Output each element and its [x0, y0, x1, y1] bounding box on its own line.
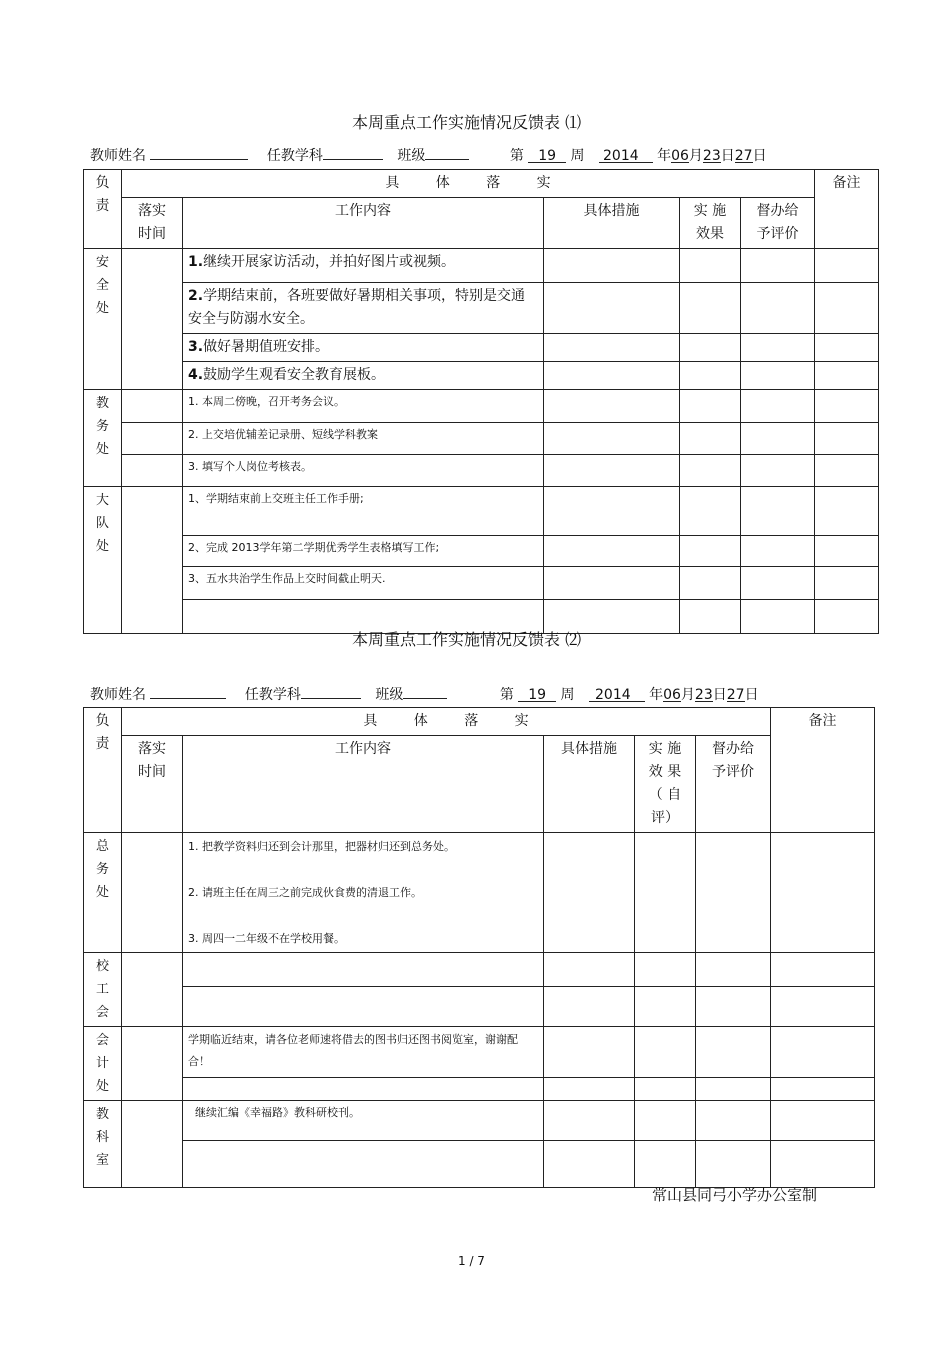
- effect-cell[interactable]: [680, 600, 741, 634]
- measures-cell[interactable]: [544, 1141, 635, 1188]
- time-cell[interactable]: [122, 833, 183, 953]
- day-to: 27: [726, 687, 745, 703]
- header-implement: 具 体 落 实: [122, 708, 771, 736]
- measures-cell[interactable]: [544, 334, 680, 362]
- measures-cell[interactable]: [544, 536, 680, 567]
- work-item: 1. 把教学资料归还到会计那里，把器材归还到总务处。 2. 请班主任在周三之前完成伙食费的清退工作。 3. 周四一二年级不在学校用餐。: [183, 833, 544, 953]
- measures-cell[interactable]: [544, 833, 635, 953]
- evaluation-cell[interactable]: [696, 953, 771, 987]
- dept-safety: 安 全 处: [84, 249, 122, 390]
- week-pre: 第: [509, 148, 524, 164]
- issuer-signature: 常山县同弓小学办公室制: [652, 1186, 818, 1204]
- dept-brigade: 大 队 处: [84, 487, 122, 634]
- work-item: 1. 本周二傍晚，召开考务会议。: [183, 390, 544, 423]
- effect-cell[interactable]: [680, 423, 741, 455]
- month-value: 06: [663, 687, 681, 703]
- header-measures: 具体措施: [544, 198, 680, 249]
- time-cell[interactable]: [122, 423, 183, 455]
- teacher-name-field[interactable]: [150, 145, 248, 160]
- form2-info-line: [90, 684, 759, 704]
- remarks-cell[interactable]: [815, 249, 879, 283]
- form1-table: [83, 169, 879, 634]
- measures-cell[interactable]: [544, 455, 680, 487]
- effect-cell[interactable]: [635, 1027, 696, 1078]
- evaluation-cell[interactable]: [741, 600, 815, 634]
- evaluation-cell[interactable]: [696, 1101, 771, 1141]
- work-item: 3.做好暑期值班安排。: [183, 334, 544, 362]
- work-item-empty[interactable]: [183, 986, 544, 1026]
- header-measures: 具体措施: [544, 736, 635, 833]
- day-to: 27: [734, 148, 753, 164]
- header-evaluation: 督办给 予评价: [741, 198, 815, 249]
- header-effect: 实 施 效果: [680, 198, 741, 249]
- evaluation-cell[interactable]: [696, 833, 771, 953]
- year-value: 2014: [589, 687, 645, 702]
- evaluation-cell[interactable]: [741, 334, 815, 362]
- effect-cell[interactable]: [680, 567, 741, 600]
- class-field[interactable]: [425, 145, 469, 160]
- form1-title: 本周重点工作实施情况反馈表 ⑴: [352, 113, 582, 132]
- evaluation-cell[interactable]: [696, 986, 771, 1026]
- remarks-cell[interactable]: [815, 600, 879, 634]
- year-label: 年: [657, 148, 672, 164]
- time-cell[interactable]: [122, 455, 183, 487]
- evaluation-cell[interactable]: [741, 283, 815, 334]
- work-item: 2、完成 2013学年第二学期优秀学生表格填写工作;: [183, 536, 544, 567]
- subject-field[interactable]: [301, 684, 361, 699]
- time-cell[interactable]: [122, 953, 183, 1027]
- work-item: 1.继续开展家访活动，并拍好图片或视频。: [183, 249, 544, 283]
- remarks-cell[interactable]: [815, 362, 879, 390]
- day-sep: 日: [720, 148, 735, 164]
- effect-cell[interactable]: [635, 1078, 696, 1101]
- work-item: 学期临近结束，请各位老师速将借去的图书归还图书阅览室，谢谢配合！: [183, 1027, 544, 1078]
- subject-field[interactable]: [323, 145, 383, 160]
- time-cell[interactable]: [122, 390, 183, 423]
- week-pre: 第: [499, 687, 514, 703]
- day-label: 日: [744, 687, 759, 703]
- measures-cell[interactable]: [544, 249, 680, 283]
- measures-cell[interactable]: [544, 362, 680, 390]
- evaluation-cell[interactable]: [741, 536, 815, 567]
- work-item: 3. 填写个人岗位考核表。: [183, 455, 544, 487]
- class-label: 班级: [375, 687, 404, 703]
- month-label: 月: [688, 148, 703, 164]
- year-value: 2014: [599, 148, 653, 163]
- evaluation-cell[interactable]: [741, 390, 815, 423]
- evaluation-cell[interactable]: [741, 362, 815, 390]
- header-implement: 具 体 落 实: [122, 170, 815, 198]
- measures-cell[interactable]: [544, 423, 680, 455]
- week-number: 19: [518, 687, 556, 702]
- work-item-empty[interactable]: [183, 1078, 544, 1101]
- remarks-cell[interactable]: [815, 455, 879, 487]
- header-responsible: 负 责: [84, 708, 122, 833]
- teacher-label: 教师姓名: [90, 687, 146, 703]
- evaluation-cell[interactable]: [696, 1078, 771, 1101]
- effect-cell[interactable]: [680, 536, 741, 567]
- measures-cell[interactable]: [544, 1027, 635, 1078]
- day-from: 23: [694, 687, 713, 703]
- work-item: 继续汇编《幸福路》教科研校刊。: [183, 1101, 544, 1141]
- remarks-cell[interactable]: [815, 423, 879, 455]
- remarks-cell[interactable]: [771, 1141, 875, 1188]
- header-remarks: 备注: [771, 708, 875, 833]
- measures-cell[interactable]: [544, 953, 635, 987]
- teacher-name-field[interactable]: [150, 684, 226, 699]
- effect-cell[interactable]: [680, 249, 741, 283]
- subject-label: 任教学科: [244, 687, 301, 703]
- remarks-cell[interactable]: [771, 953, 875, 987]
- remarks-cell[interactable]: [815, 536, 879, 567]
- form1-info-line: [90, 145, 767, 165]
- work-item-empty[interactable]: [183, 953, 544, 987]
- header-evaluation: 督办给 予评价: [696, 736, 771, 833]
- dept-union: 校 工 会: [84, 953, 122, 1027]
- measures-cell[interactable]: [544, 487, 680, 536]
- week-post: 周: [560, 687, 575, 703]
- evaluation-cell[interactable]: [741, 487, 815, 536]
- header-content: 工作内容: [183, 198, 544, 249]
- week-post: 周: [570, 148, 585, 164]
- month-label: 月: [680, 687, 695, 703]
- effect-cell[interactable]: [680, 487, 741, 536]
- work-item: 2.学期结束前，各班要做好暑期相关事项，特别是交通安全与防溺水安全。: [183, 283, 544, 334]
- work-item-empty[interactable]: [183, 1141, 544, 1188]
- evaluation-cell[interactable]: [741, 249, 815, 283]
- effect-cell[interactable]: [680, 283, 741, 334]
- effect-cell[interactable]: [680, 455, 741, 487]
- effect-cell[interactable]: [635, 1141, 696, 1188]
- measures-cell[interactable]: [544, 1078, 635, 1101]
- month-value: 06: [671, 148, 689, 164]
- week-number: 19: [528, 148, 566, 163]
- evaluation-cell[interactable]: [741, 567, 815, 600]
- time-cell[interactable]: [122, 1027, 183, 1101]
- day-from: 23: [702, 148, 721, 164]
- effect-cell[interactable]: [680, 362, 741, 390]
- remarks-cell[interactable]: [815, 390, 879, 423]
- work-item: 4.鼓励学生观看安全教育展板。: [183, 362, 544, 390]
- time-cell[interactable]: [122, 487, 183, 634]
- day-sep: 日: [712, 687, 727, 703]
- remarks-cell[interactable]: [815, 283, 879, 334]
- dept-academic: 教 务 处: [84, 390, 122, 487]
- day-label: 日: [752, 148, 767, 164]
- work-item: 3、五水共治学生作品上交时间截止明天.: [183, 567, 544, 600]
- class-label: 班级: [397, 148, 426, 164]
- measures-cell[interactable]: [544, 1101, 635, 1141]
- remarks-cell[interactable]: [771, 1027, 875, 1078]
- effect-cell[interactable]: [635, 986, 696, 1026]
- effect-cell[interactable]: [635, 1101, 696, 1141]
- measures-cell[interactable]: [544, 567, 680, 600]
- remarks-cell[interactable]: [771, 1078, 875, 1101]
- header-remarks: 备注: [815, 170, 879, 249]
- header-responsible: 负 责: [84, 170, 122, 249]
- evaluation-cell[interactable]: [696, 1027, 771, 1078]
- evaluation-cell[interactable]: [696, 1141, 771, 1188]
- remarks-cell[interactable]: [815, 567, 879, 600]
- header-content: 工作内容: [183, 736, 544, 833]
- evaluation-cell[interactable]: [741, 423, 815, 455]
- header-effect: 实 施 效 果 （ 自 评）: [635, 736, 696, 833]
- remarks-cell[interactable]: [771, 1101, 875, 1141]
- class-field[interactable]: [403, 684, 447, 699]
- form2-title: 本周重点工作实施情况反馈表 ⑵: [352, 630, 582, 649]
- effect-cell[interactable]: [680, 390, 741, 423]
- remarks-cell[interactable]: [771, 833, 875, 953]
- measures-cell[interactable]: [544, 283, 680, 334]
- remarks-cell[interactable]: [771, 986, 875, 1026]
- form2-table: [83, 707, 875, 1188]
- dept-research: 教 科 室: [84, 1101, 122, 1188]
- measures-cell[interactable]: [544, 390, 680, 423]
- header-time: 落实 时间: [122, 736, 183, 833]
- work-item: 1、学期结束前上交班主任工作手册;: [183, 487, 544, 536]
- teacher-label: 教师姓名: [90, 148, 146, 164]
- header-time: 落实 时间: [122, 198, 183, 249]
- dept-general-affairs: 总 务 处: [84, 833, 122, 953]
- evaluation-cell[interactable]: [741, 455, 815, 487]
- dept-accounting: 会 计 处: [84, 1027, 122, 1101]
- effect-cell[interactable]: [635, 953, 696, 987]
- year-label: 年: [649, 687, 664, 703]
- remarks-cell[interactable]: [815, 487, 879, 536]
- remarks-cell[interactable]: [815, 334, 879, 362]
- page-number: 1 / 7: [458, 1254, 485, 1268]
- time-cell[interactable]: [122, 1101, 183, 1188]
- effect-cell[interactable]: [635, 833, 696, 953]
- time-cell[interactable]: [122, 249, 183, 390]
- effect-cell[interactable]: [680, 334, 741, 362]
- measures-cell[interactable]: [544, 986, 635, 1026]
- subject-label: 任教学科: [266, 148, 323, 164]
- work-item: 2. 上交培优辅差记录册、短线学科教案: [183, 423, 544, 455]
